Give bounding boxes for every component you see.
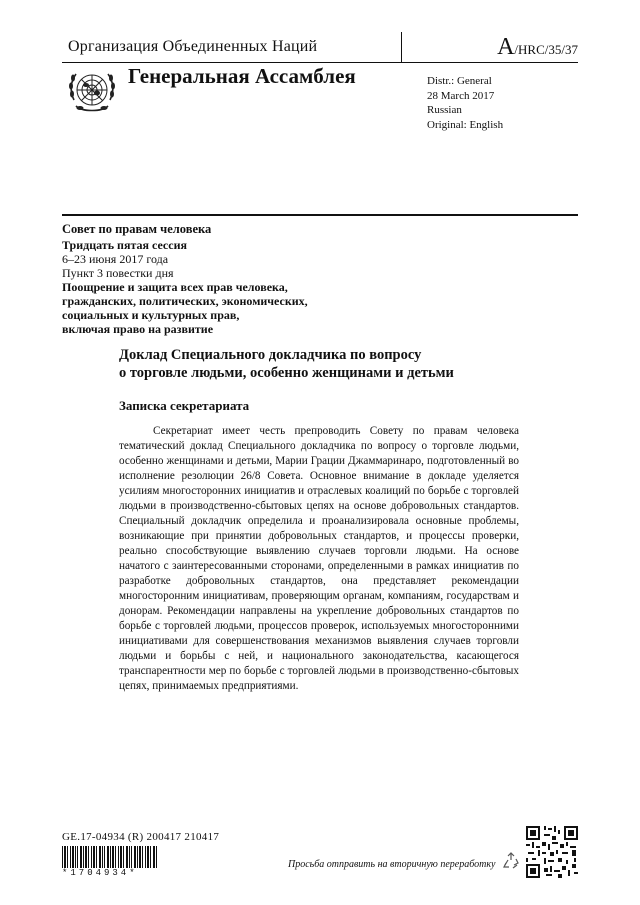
- report-title-line: Доклад Специального докладчика по вопросу: [119, 347, 422, 363]
- qr-code-icon: [526, 826, 578, 878]
- session-dates: 6–23 июня 2017 года: [62, 252, 169, 266]
- report-body: Секретариат имеет честь препроводить Совету по правам человека тематический доклад Специального докладчика по вопросу о торговле людьми, особенно женщинами и детьми, Марии Грации Джаммаринаро, подготовленный во исполнение резолюции 26/8 Совета. Основное внимание в докладе уделяется усилиям многосторонних инициатив и отраслевых коалиций по борьбе с торговлей людьми в производственно-сбытовых цепях на основе добровольных стандартов. Специальный докладчик определила и проанализировала основные проблемы, возникающие при принятии добровольных стандартов, и процессы проверки, реально способствующие выявлению случаев торговли людьми. На основе начатого с заинтересованными сторонами, определенными в рамках инициатив по разработке добровольных стандартов, она представляет рекомендации многосторонним инициативам, проверяющим органам, компаниям, государствам и донорам. Рекомендации направлены на укрепление добровольных стандартов по борьбе с торговлей людьми, процессов проверок, используемых многосторонними инициативами для совершенствования механизмов выявления случаев торговли людьми и борьбы с ней, и национального законодательства, касающегося транспарентности мер по борьбе с торговлей людьми в производственно-сбытовых цепях, принимаемых предприятиями.: [119, 425, 519, 692]
- distr-line: Distr.: General: [427, 75, 492, 87]
- section-rule: [62, 214, 578, 216]
- symbol-prefix: A: [497, 34, 515, 60]
- barcode-icon: [62, 846, 158, 868]
- agenda-line: гражданских, политических, экономических,: [62, 294, 308, 308]
- distribution-block: [427, 74, 503, 132]
- language-line: Russian: [427, 104, 462, 116]
- header-divider: [401, 32, 402, 62]
- report-title: [119, 346, 454, 382]
- date-line: 28 March 2017: [427, 89, 495, 102]
- header-rule: [62, 62, 578, 63]
- council-name: Совет по правам человека: [62, 222, 212, 236]
- document-symbol: [497, 34, 578, 61]
- report-title-line: о торговле людьми, особенно женщинами и детьми: [119, 365, 454, 381]
- un-emblem-icon: [66, 66, 118, 118]
- symbol-suffix: /HRC/35/37: [514, 42, 578, 57]
- agenda-item: Пункт 3 повестки дня: [62, 266, 174, 280]
- organization-name: Организация Объединенных Наций: [68, 38, 318, 55]
- agenda-line: включая право на развитие: [62, 322, 214, 336]
- recycle-icon: [502, 852, 520, 870]
- session-name: Тридцать пятая сессия: [62, 238, 187, 252]
- original-line: Original: English: [427, 118, 504, 131]
- recycle-note: Просьба отправить на вторичную переработку: [288, 859, 496, 870]
- agenda-line: Поощрение и защита всех прав человека,: [62, 280, 288, 294]
- job-number: GE.17-04934 (R) 200417 210417: [62, 831, 220, 843]
- assembly-title: Генеральная Ассамблея: [128, 64, 356, 88]
- barcode-text: *1704934*: [62, 868, 138, 878]
- agenda-line: социальных и культурных прав,: [62, 308, 240, 322]
- report-subtitle: Записка секретариата: [119, 398, 250, 413]
- council-block: [62, 222, 308, 336]
